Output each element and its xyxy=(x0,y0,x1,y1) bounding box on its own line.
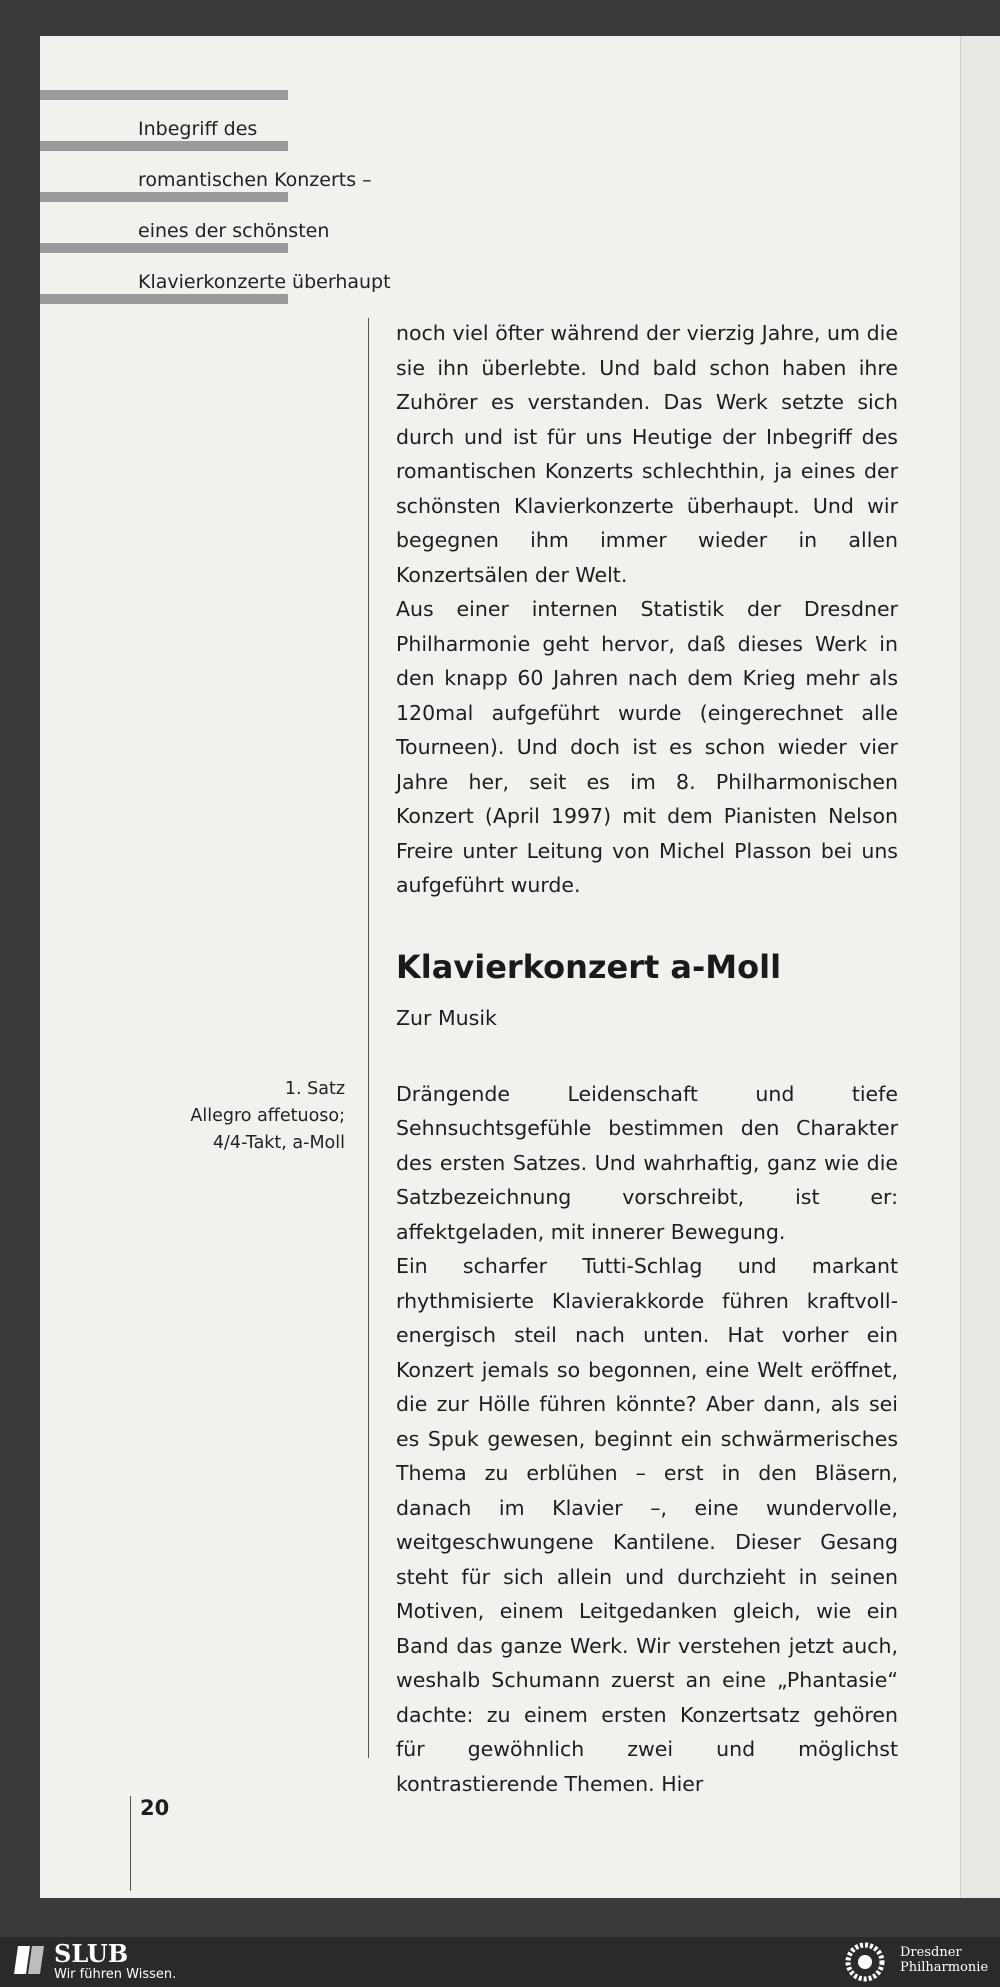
dresdner-philharmonie-logo-icon xyxy=(843,1940,887,1984)
page-number-rule xyxy=(130,1796,131,1891)
section-title: Klavierkonzert a-Moll xyxy=(396,947,782,986)
movement-note xyxy=(120,1076,345,1157)
body-paragraph: noch viel öfter während der vierzig Jahre, um die sie ihn überlebte. Und bald schon haben ihre Zuhörer es verstanden. Das Werk setzte sich durch und ist für uns Heutige der Inbegriff des romantischen Konzerts schlechthin, ja eines der schönsten Klavierkonzerte überhaupt. Und wir begegnen ihm immer wieder in allen Konzertsälen der Welt. xyxy=(396,321,898,587)
library-name[interactable]: SLUB xyxy=(54,1939,129,1968)
section-subtitle: Zur Musik xyxy=(396,1005,497,1030)
highlight-line: romantischen Konzerts – xyxy=(138,169,372,191)
sidebar-highlight xyxy=(138,104,438,308)
partner-name[interactable] xyxy=(900,1945,988,1975)
main-text-column xyxy=(396,316,898,1801)
body-paragraph: Aus einer internen Statistik der Dresdner Philharmonie geht hervor, daß dieses Werk in den knapp 60 Jahren nach dem Krieg mehr als 120mal aufgeführt wurde (eingerechnet alle Tourneen). Und doch ist es schon wieder vier Jahre her, seit es im 8. Philharmonischen Konzert (April 1997) mit dem Pianisten Nelson Freire unter Leitung von Michel Plasson bei uns aufgeführt wurde. xyxy=(396,597,898,897)
body-paragraph: Drängende Leidenschaft und tiefe Sehnsuchtsgefühle bestimmen den Charakter des ersten Satzes. Und wahrhaftig, ganz wie die Satzbezeichnung vorschreibt, ist er: affektgeladen, mit innerer Bewegung. xyxy=(396,1081,898,1244)
footer-bar xyxy=(0,1937,1000,1987)
partner-line-2: Philharmonie xyxy=(900,1960,989,1975)
column-divider xyxy=(368,318,369,1758)
next-page-edge xyxy=(960,36,1000,1898)
library-slogan: Wir führen Wissen. xyxy=(54,1967,177,1982)
movement-tempo: Allegro affetuoso; xyxy=(190,1106,345,1126)
movement-number: 1. Satz xyxy=(284,1079,345,1099)
highlight-line: eines der schönsten xyxy=(138,220,330,242)
highlight-line: Klavierkonzerte überhaupt xyxy=(138,271,391,293)
movement-meter: 4/4-Takt, a-Moll xyxy=(212,1133,345,1153)
page-number: 20 xyxy=(140,1796,170,1820)
partner-line-1: Dresdner xyxy=(900,1945,962,1960)
slub-logo-icon xyxy=(12,1942,48,1978)
highlight-line: Inbegriff des xyxy=(138,118,258,140)
body-paragraph: Ein scharfer Tutti-Schlag und markant rhythmisierte Klavierakkorde führen kraftvoll-energisch steil nach unten. Hat vorher ein Konzert jemals so begonnen, eine Welt eröffnet, die zur Hölle führen könnte? Aber dann, als sei es Spuk gewesen, beginnt ein schwärmerisches Thema zu erblühen – erst in den Bläsern, danach im Klavier –, eine wundervolle, weitgeschwungene Kantilene. Dieser Gesang steht für sich allein und durchzieht in seinen Motiven, einem Leitgedanken gleich, wie ein Band das ganze Werk. Wir verstehen jetzt auch, weshalb Schumann zuerst an eine „Phantasie“ dachte: zu einem ersten Konzertsatz gehören für gewöhnlich zwei und möglichst kontrastierende Themen. Hier xyxy=(396,1254,898,1796)
